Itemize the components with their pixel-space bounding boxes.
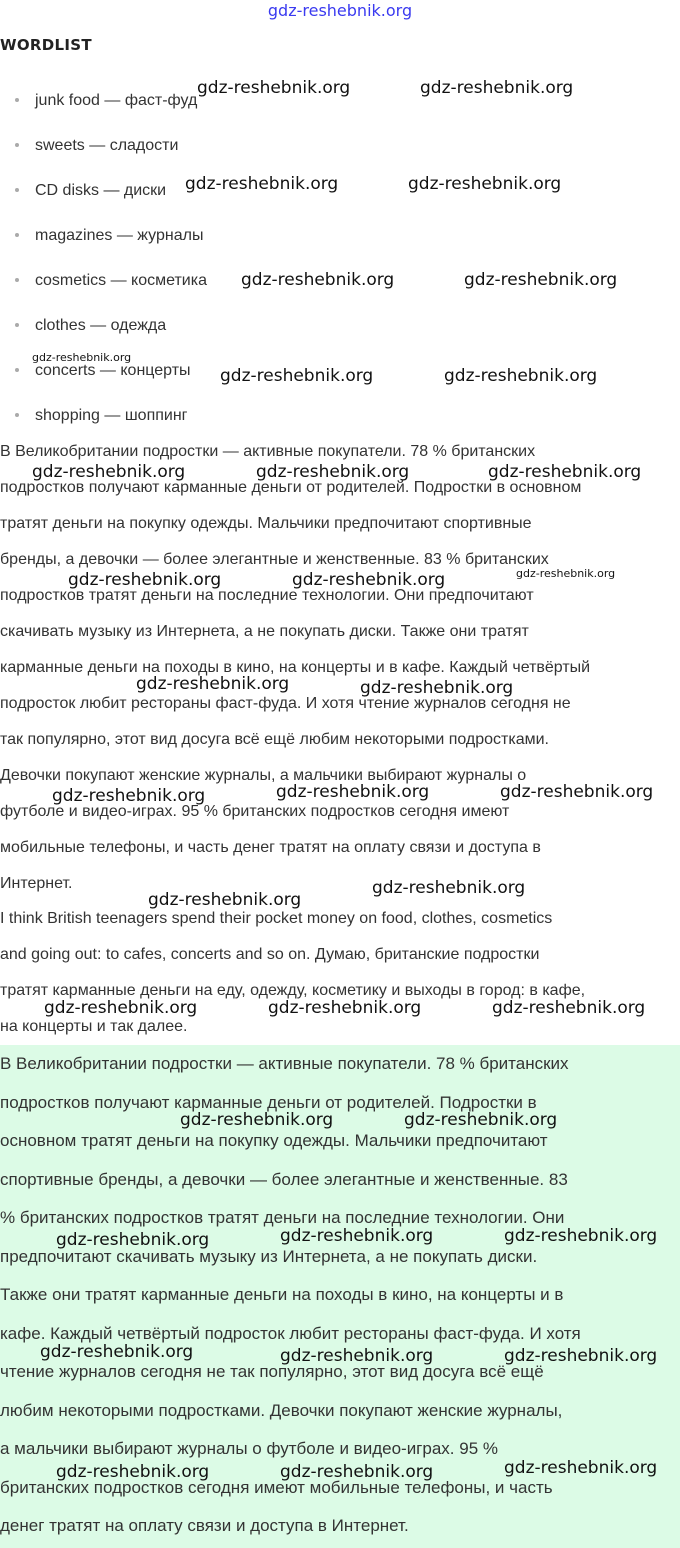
watermark: gdz-reshebnik.org [420, 78, 574, 98]
wordlist-heading: WORDLIST [0, 36, 92, 54]
paragraph-line: подросток любит рестораны фаст-фуда. И хотя чтение журналов сегодня не [0, 695, 571, 712]
highlight-line: Также они тратят карманные деньги на походы в кино, на концерты и в [0, 1285, 564, 1304]
watermark: gdz-reshebnik.org [68, 570, 222, 590]
highlight-line: спортивные бренды, а девочки — более элегантные и женственные. 83 [0, 1169, 568, 1189]
paragraph-line: на концерты и так далее. [0, 1018, 188, 1035]
watermark: gdz-reshebnik.org [32, 462, 186, 482]
list-item-text: sweets — сладости [35, 137, 179, 154]
watermark: gdz-reshebnik.org [276, 782, 430, 802]
bullet-icon [15, 278, 19, 282]
watermark: gdz-reshebnik.org [444, 366, 598, 386]
highlight-line: а мальчики выбирают журналы о футболе и видео-играх. 95 % [0, 1439, 498, 1458]
watermark: gdz-reshebnik.org [44, 998, 198, 1018]
paragraph-line: скачивать музыку из Интернета, а не покупать диски. Также они тратят [0, 623, 529, 640]
watermark: gdz-reshebnik.org [504, 1458, 658, 1478]
bullet-icon [15, 413, 19, 417]
watermark: gdz-reshebnik.org [241, 270, 395, 290]
paragraph-line: карманные деньги на походы в кино, на концерты и в кафе. Каждый четвёртый [0, 659, 591, 676]
watermark: gdz-reshebnik.org [360, 678, 514, 698]
paragraph-line: подростков получают карманные деньги от родителей. Подростки в основном [0, 479, 582, 496]
highlight-line: чтение журналов сегодня не так популярно, этот вид досуга всё ещё [0, 1362, 544, 1381]
highlight-line: любим некоторыми подростками. Девочки покупают женские журналы, [0, 1400, 563, 1420]
watermark: gdz-reshebnik.org [504, 1226, 658, 1246]
paragraph-line: футболе и видео-играх. 95 % британских подростков сегодня имеют [0, 803, 510, 820]
list-item [0, 213, 680, 258]
bullet-icon [15, 323, 19, 327]
paragraph-line: так популярно, этот вид досуга всё ещё любим некоторыми подростками. [0, 731, 549, 748]
watermark: gdz-reshebnik.org [464, 270, 618, 290]
watermark: gdz-reshebnik.org [280, 1226, 434, 1246]
translation-paragraph [0, 434, 680, 902]
list-item [0, 168, 680, 213]
answer-paragraph [0, 901, 680, 1045]
list-item [0, 393, 680, 438]
watermark: gdz-reshebnik.org [504, 1346, 658, 1366]
bullet-icon [15, 98, 19, 102]
watermark: gdz-reshebnik.org [492, 998, 646, 1018]
list-item-text: magazines — журналы [35, 227, 204, 244]
watermark: gdz-reshebnik.org [136, 674, 290, 694]
watermark: gdz-reshebnik.org [32, 351, 132, 364]
paragraph-line: мобильные телефоны, и часть денег тратят на оплату связи и доступа в [0, 839, 541, 856]
watermark: gdz-reshebnik.org [40, 1342, 194, 1362]
list-item-text: CD disks — диски [35, 182, 167, 199]
site-watermark-top[interactable]: gdz-reshebnik.org [267, 1, 413, 20]
watermark: gdz-reshebnik.org [500, 782, 654, 802]
highlight-line: подростков получают карманные деньги от родителей. Подростки в [0, 1092, 537, 1112]
paragraph-line: тратят деньги на покупку одежды. Мальчики предпочитают спортивные [0, 515, 532, 532]
watermark: gdz-reshebnik.org [280, 1346, 434, 1366]
watermark: gdz-reshebnik.org [268, 998, 422, 1018]
highlight-line: британских подростков сегодня имеют мобильные телефоны, и часть [0, 1477, 553, 1497]
watermark: gdz-reshebnik.org [148, 890, 302, 910]
watermark: gdz-reshebnik.org [292, 570, 446, 590]
highlight-line: основном тратят деньги на покупку одежды. Мальчики предпочитают [0, 1131, 548, 1150]
watermark: gdz-reshebnik.org [256, 462, 410, 482]
watermark: gdz-reshebnik.org [280, 1462, 434, 1482]
paragraph-line: бренды, а девочки — более элегантные и женственные. 83 % британских [0, 551, 549, 568]
paragraph-line: Интернет. [0, 875, 73, 892]
paragraph-line: В Великобритании подростки — активные покупатели. 78 % британских [0, 443, 536, 460]
paragraph-line: I think British teenagers spend their pocket money on food, clothes, cosmetics [0, 910, 553, 927]
paragraph-line: and going out: to cafes, concerts and so on. Думаю, британские подростки [0, 946, 540, 963]
watermark: gdz-reshebnik.org [372, 878, 526, 898]
paragraph-line: подростков тратят деньги на последние технологии. Они предпочитают [0, 587, 534, 604]
bullet-icon [15, 368, 19, 372]
watermark: gdz-reshebnik.org [408, 174, 562, 194]
paragraph-line: тратят карманные деньги на еду, одежду, косметику и выходы в город: в кафе, [0, 982, 586, 999]
list-item [0, 303, 680, 348]
list-item [0, 123, 680, 168]
watermark: gdz-reshebnik.org [185, 174, 339, 194]
watermark: gdz-reshebnik.org [220, 366, 374, 386]
bullet-icon [15, 233, 19, 237]
highlight-line: % британских подростков тратят деньги на последние технологии. Они [0, 1208, 565, 1227]
watermark: gdz-reshebnik.org [180, 1110, 334, 1130]
highlight-line: предпочитают скачивать музыку из Интернета, а не покупать диски. [0, 1246, 538, 1266]
watermark: gdz-reshebnik.org [488, 462, 642, 482]
watermark: gdz-reshebnik.org [56, 1462, 210, 1482]
list-item-text: concerts — концерты [35, 362, 191, 379]
list-item-text: clothes — одежда [35, 317, 167, 334]
highlight-line: денег тратят на оплату связи и доступа в Интернет. [0, 1516, 409, 1535]
highlight-line: кафе. Каждый четвёртый подросток любит рестораны фаст-фуда. И хотя [0, 1323, 581, 1343]
watermark: gdz-reshebnik.org [404, 1110, 558, 1130]
bullet-icon [15, 188, 19, 192]
watermark: gdz-reshebnik.org [56, 1230, 210, 1250]
watermark: gdz-reshebnik.org [197, 78, 351, 98]
list-item-text: junk food — фаст-фуд [35, 92, 198, 109]
watermark: gdz-reshebnik.org [52, 786, 206, 806]
bullet-icon [15, 143, 19, 147]
paragraph-line: Девочки покупают женские журналы, а мальчики выбирают журналы о [0, 767, 527, 784]
list-item-text: shopping — шоппинг [35, 407, 188, 424]
watermark: gdz-reshebnik.org [516, 567, 616, 580]
list-item-text: cosmetics — косметика [35, 272, 207, 289]
highlight-line: В Великобритании подростки — активные покупатели. 78 % британских [0, 1054, 569, 1073]
